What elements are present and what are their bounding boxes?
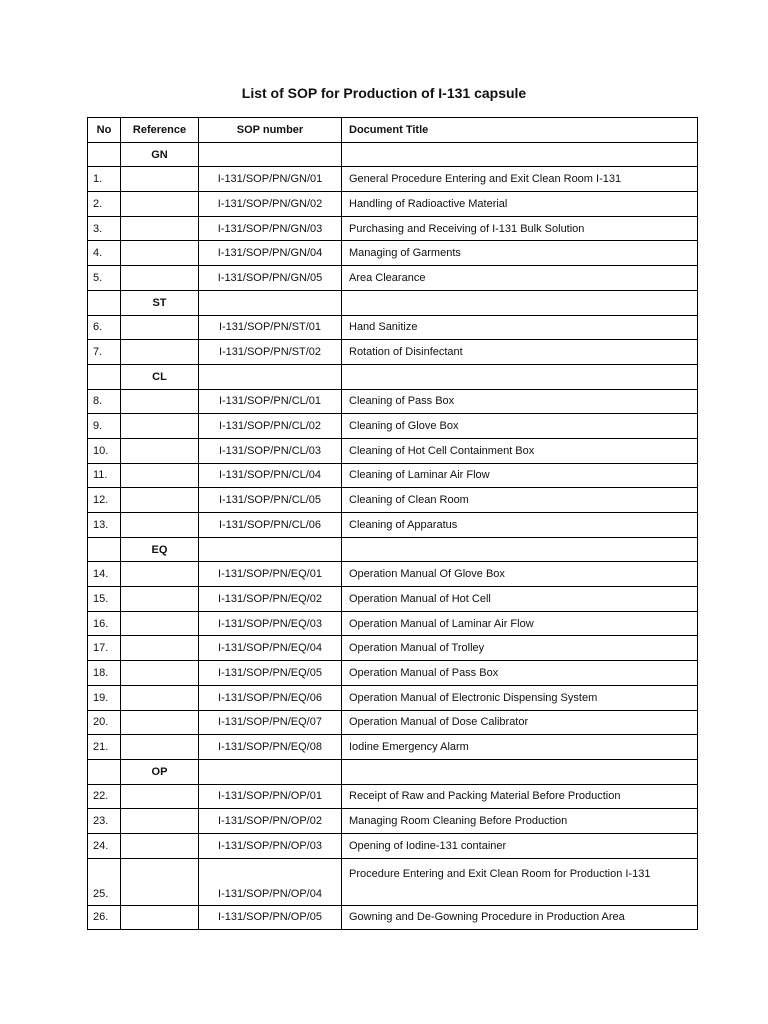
row-document-title: Managing of Garments <box>342 241 698 266</box>
row-sop-number: I-131/SOP/PN/EQ/05 <box>199 661 342 686</box>
row-sop-number: I-131/SOP/PN/EQ/04 <box>199 636 342 661</box>
row-document-title: Operation Manual of Pass Box <box>342 661 698 686</box>
row-reference <box>121 587 199 612</box>
table-row <box>88 685 698 710</box>
row-document-title: Opening of Iodine-131 container <box>342 833 698 858</box>
row-number: 7. <box>88 340 121 365</box>
row-document-title: Receipt of Raw and Packing Material Before Production <box>342 784 698 809</box>
row-sop-number: I-131/SOP/PN/OP/03 <box>199 833 342 858</box>
row-reference <box>121 562 199 587</box>
group-title-cell <box>342 759 698 784</box>
group-no-cell <box>88 364 121 389</box>
row-number: 23. <box>88 809 121 834</box>
row-number: 26. <box>88 905 121 930</box>
row-number: 18. <box>88 661 121 686</box>
table-row <box>88 414 698 439</box>
row-document-title: Purchasing and Receiving of I-131 Bulk Solution <box>342 216 698 241</box>
table-row <box>88 784 698 809</box>
group-no-cell <box>88 759 121 784</box>
group-no-cell <box>88 142 121 167</box>
table-row <box>88 266 698 291</box>
row-reference <box>121 315 199 340</box>
group-no-cell <box>88 537 121 562</box>
row-number: 3. <box>88 216 121 241</box>
group-row <box>88 364 698 389</box>
group-reference: ST <box>121 290 199 315</box>
row-document-title: Handling of Radioactive Material <box>342 192 698 217</box>
row-number: 5. <box>88 266 121 291</box>
group-title-cell <box>342 537 698 562</box>
row-sop-number: I-131/SOP/PN/CL/02 <box>199 414 342 439</box>
group-reference: GN <box>121 142 199 167</box>
group-sop-cell <box>199 142 342 167</box>
row-document-title: Operation Manual of Trolley <box>342 636 698 661</box>
row-sop-number: I-131/SOP/PN/OP/04 <box>199 858 342 905</box>
table-row <box>88 587 698 612</box>
header-no: No <box>88 118 121 143</box>
table-row <box>88 905 698 930</box>
row-reference <box>121 809 199 834</box>
row-number: 11. <box>88 463 121 488</box>
table-row <box>88 562 698 587</box>
row-reference <box>121 192 199 217</box>
table-row <box>88 463 698 488</box>
row-sop-number: I-131/SOP/PN/OP/05 <box>199 905 342 930</box>
row-sop-number: I-131/SOP/PN/EQ/02 <box>199 587 342 612</box>
row-reference <box>121 216 199 241</box>
table-row <box>88 389 698 414</box>
row-reference <box>121 905 199 930</box>
row-number: 1. <box>88 167 121 192</box>
row-number: 9. <box>88 414 121 439</box>
row-reference <box>121 266 199 291</box>
table-row <box>88 340 698 365</box>
row-document-title: Operation Manual of Dose Calibrator <box>342 710 698 735</box>
header-reference: Reference <box>121 118 199 143</box>
row-document-title: Cleaning of Clean Room <box>342 488 698 513</box>
row-reference <box>121 438 199 463</box>
row-reference <box>121 463 199 488</box>
row-sop-number: I-131/SOP/PN/GN/04 <box>199 241 342 266</box>
table-row <box>88 513 698 538</box>
row-document-title: Cleaning of Glove Box <box>342 414 698 439</box>
row-reference <box>121 340 199 365</box>
row-sop-number: I-131/SOP/PN/EQ/07 <box>199 710 342 735</box>
row-sop-number: I-131/SOP/PN/EQ/01 <box>199 562 342 587</box>
row-number: 4. <box>88 241 121 266</box>
row-number: 6. <box>88 315 121 340</box>
row-sop-number: I-131/SOP/PN/GN/05 <box>199 266 342 291</box>
group-sop-cell <box>199 759 342 784</box>
table-row <box>88 315 698 340</box>
row-number: 8. <box>88 389 121 414</box>
row-reference <box>121 241 199 266</box>
row-reference <box>121 389 199 414</box>
row-sop-number: I-131/SOP/PN/CL/06 <box>199 513 342 538</box>
row-sop-number: I-131/SOP/PN/CL/04 <box>199 463 342 488</box>
table-row <box>88 192 698 217</box>
row-document-title: Cleaning of Apparatus <box>342 513 698 538</box>
row-sop-number: I-131/SOP/PN/CL/01 <box>199 389 342 414</box>
row-reference <box>121 833 199 858</box>
header-sop-number: SOP number <box>199 118 342 143</box>
group-sop-cell <box>199 290 342 315</box>
row-document-title: Rotation of Disinfectant <box>342 340 698 365</box>
row-sop-number: I-131/SOP/PN/GN/01 <box>199 167 342 192</box>
table-row <box>88 216 698 241</box>
row-reference <box>121 636 199 661</box>
group-row <box>88 142 698 167</box>
table-row <box>88 710 698 735</box>
row-document-title: Operation Manual Of Glove Box <box>342 562 698 587</box>
table-row <box>88 488 698 513</box>
row-number: 25. <box>88 858 121 905</box>
row-number: 24. <box>88 833 121 858</box>
group-sop-cell <box>199 537 342 562</box>
row-sop-number: I-131/SOP/PN/ST/01 <box>199 315 342 340</box>
row-reference <box>121 513 199 538</box>
row-reference <box>121 167 199 192</box>
row-number: 15. <box>88 587 121 612</box>
row-sop-number: I-131/SOP/PN/CL/05 <box>199 488 342 513</box>
row-reference <box>121 735 199 760</box>
row-number: 16. <box>88 611 121 636</box>
row-document-title: Operation Manual of Laminar Air Flow <box>342 611 698 636</box>
table-row <box>88 636 698 661</box>
group-reference: CL <box>121 364 199 389</box>
group-sop-cell <box>199 364 342 389</box>
table-header-row <box>88 118 698 143</box>
row-reference <box>121 710 199 735</box>
row-number: 22. <box>88 784 121 809</box>
sop-table <box>87 117 698 930</box>
group-title-cell <box>342 364 698 389</box>
row-document-title: General Procedure Entering and Exit Clean Room I-131 <box>342 167 698 192</box>
row-document-title: Managing Room Cleaning Before Production <box>342 809 698 834</box>
row-sop-number: I-131/SOP/PN/OP/02 <box>199 809 342 834</box>
row-document-title: Iodine Emergency Alarm <box>342 735 698 760</box>
table-row <box>88 241 698 266</box>
table-row <box>88 661 698 686</box>
row-document-title: Operation Manual of Electronic Dispensing System <box>342 685 698 710</box>
table-row <box>88 167 698 192</box>
row-sop-number: I-131/SOP/PN/CL/03 <box>199 438 342 463</box>
row-reference <box>121 611 199 636</box>
group-row <box>88 759 698 784</box>
sop-table-body <box>88 142 698 930</box>
row-document-title: Cleaning of Pass Box <box>342 389 698 414</box>
group-row <box>88 290 698 315</box>
table-row <box>88 809 698 834</box>
row-number: 14. <box>88 562 121 587</box>
table-row <box>88 833 698 858</box>
row-sop-number: I-131/SOP/PN/OP/01 <box>199 784 342 809</box>
row-reference <box>121 414 199 439</box>
group-reference: EQ <box>121 537 199 562</box>
row-reference <box>121 858 199 905</box>
row-number: 19. <box>88 685 121 710</box>
row-sop-number: I-131/SOP/PN/EQ/06 <box>199 685 342 710</box>
row-sop-number: I-131/SOP/PN/ST/02 <box>199 340 342 365</box>
row-reference <box>121 784 199 809</box>
row-number: 21. <box>88 735 121 760</box>
row-document-title: Area Clearance <box>342 266 698 291</box>
row-number: 17. <box>88 636 121 661</box>
row-sop-number: I-131/SOP/PN/EQ/03 <box>199 611 342 636</box>
table-row <box>88 611 698 636</box>
group-title-cell <box>342 290 698 315</box>
row-number: 20. <box>88 710 121 735</box>
group-row <box>88 537 698 562</box>
header-document-title: Document Title <box>342 118 698 143</box>
table-row <box>88 858 698 905</box>
group-reference: OP <box>121 759 199 784</box>
row-number: 10. <box>88 438 121 463</box>
row-number: 2. <box>88 192 121 217</box>
document-title: List of SOP for Production of I-131 capsule <box>241 85 527 101</box>
group-no-cell <box>88 290 121 315</box>
row-reference <box>121 488 199 513</box>
row-document-title: Cleaning of Hot Cell Containment Box <box>342 438 698 463</box>
row-document-title: Hand Sanitize <box>342 315 698 340</box>
row-document-title: Cleaning of Laminar Air Flow <box>342 463 698 488</box>
row-sop-number: I-131/SOP/PN/GN/02 <box>199 192 342 217</box>
row-document-title: Operation Manual of Hot Cell <box>342 587 698 612</box>
row-sop-number: I-131/SOP/PN/EQ/08 <box>199 735 342 760</box>
row-reference <box>121 685 199 710</box>
group-title-cell <box>342 142 698 167</box>
row-number: 12. <box>88 488 121 513</box>
row-document-title: Gowning and De-Gowning Procedure in Production Area <box>342 905 698 930</box>
row-reference <box>121 661 199 686</box>
row-number: 13. <box>88 513 121 538</box>
table-row <box>88 735 698 760</box>
table-row <box>88 438 698 463</box>
row-sop-number: I-131/SOP/PN/GN/03 <box>199 216 342 241</box>
row-document-title: Procedure Entering and Exit Clean Room for Production I-131 <box>342 858 698 905</box>
